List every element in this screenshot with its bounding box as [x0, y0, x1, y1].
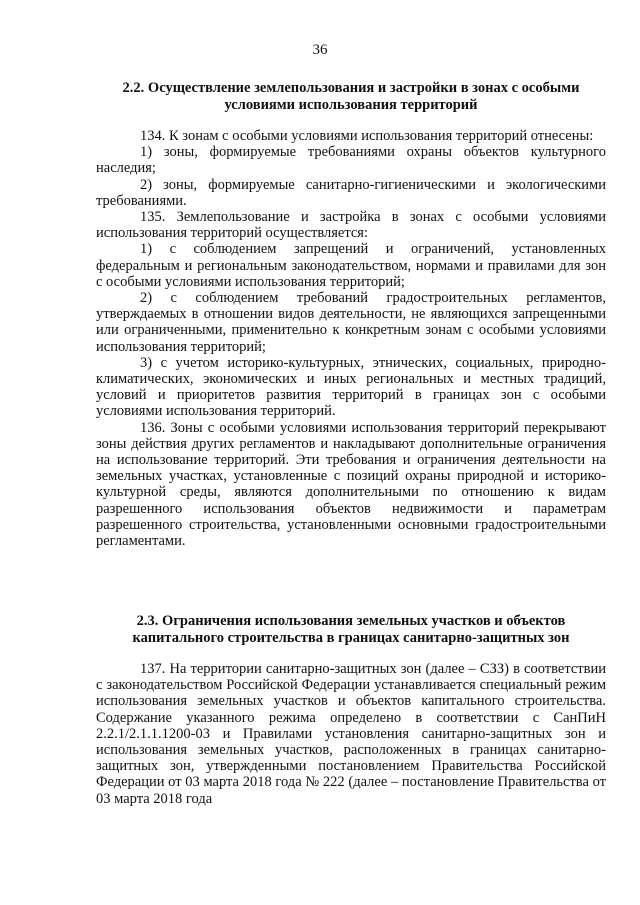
- paragraph-137: 137. На территории санитарно-защитных зон (далее – СЗЗ) в соответствии с законодательством Российской Федерации устанавливается специальный режим использования земельных участков и объектов капитального строительства. Содержание указанного режима определено в соответствии с СанПиН 2.2.1/2.1.1.1200-03 и Правилами установления санитарно-защитных зон и использования земельных участков, расположенных в границах санитарно-защитных зон, утвержденными постановлением Правительства Российской Федерации от 03 марта 2018 года № 222 (далее – постановление Правительства от 03 марта 2018 года: [96, 661, 606, 807]
- paragraph-135: 135. Землепользование и застройка в зонах с особыми условиями использования территорий осуществляется:: [96, 209, 606, 242]
- heading-line: 2.3. Ограничения использования земельных участков и объектов: [136, 613, 566, 629]
- list-item-135-1: 1) с соблюдением запрещений и ограничений, установленных федеральным и региональным законодательством, нормами и правилами для зон с особыми условиями использования территорий;: [96, 241, 606, 290]
- paragraph-134: 134. К зонам с особыми условиями использования территорий отнесены:: [140, 128, 594, 144]
- section-heading-2-2: [96, 80, 606, 114]
- section-heading-2-3: [96, 613, 606, 647]
- heading-line: 2.2. Осуществление землепользования и застройки в зонах с особыми: [122, 80, 580, 96]
- heading-line: условиями использования территорий: [224, 97, 478, 113]
- heading-line: капитального строительства в границах санитарно-защитных зон: [132, 630, 570, 646]
- list-item-134-2: 2) зоны, формируемые санитарно-гигиеническими и экологическими требованиями.: [96, 176, 606, 209]
- paragraph-136: 136. Зоны с особыми условиями использования территорий перекрывают зоны действия других регламентов и накладывают дополнительные ограничения на использование территорий. Эти требования и ограничения деятельности на земельных участках, установленные с позиций охраны природной и историко-культурной среды, являются дополнительными по отношению к видам разрешенного использования объектов недвижимости и параметрам разрешенного строительства, установленными основными градостроительными регламентами.: [96, 419, 606, 550]
- list-item-134-1: 1) зоны, формируемые требованиями охраны объектов культурного наследия;: [96, 144, 606, 177]
- list-item-135-3: 3) с учетом историко-культурных, этнических, социальных, природно-климатических, экономических и иных региональных и местных традиций, условий и приоритетов развития территорий в границах зон с особыми условиями использования территорий.: [96, 354, 606, 420]
- section-2-2-body: [96, 128, 606, 549]
- page-number: 36: [312, 42, 328, 58]
- list-item-135-2: 2) с соблюдением требований градостроительных регламентов, утверждаемых в отношении видов деятельности, не являющихся запрещенными или ограниченными, применительно к конкретным зонам с особыми условиями использования территорий;: [96, 290, 606, 355]
- section-2-3-body: [96, 661, 606, 807]
